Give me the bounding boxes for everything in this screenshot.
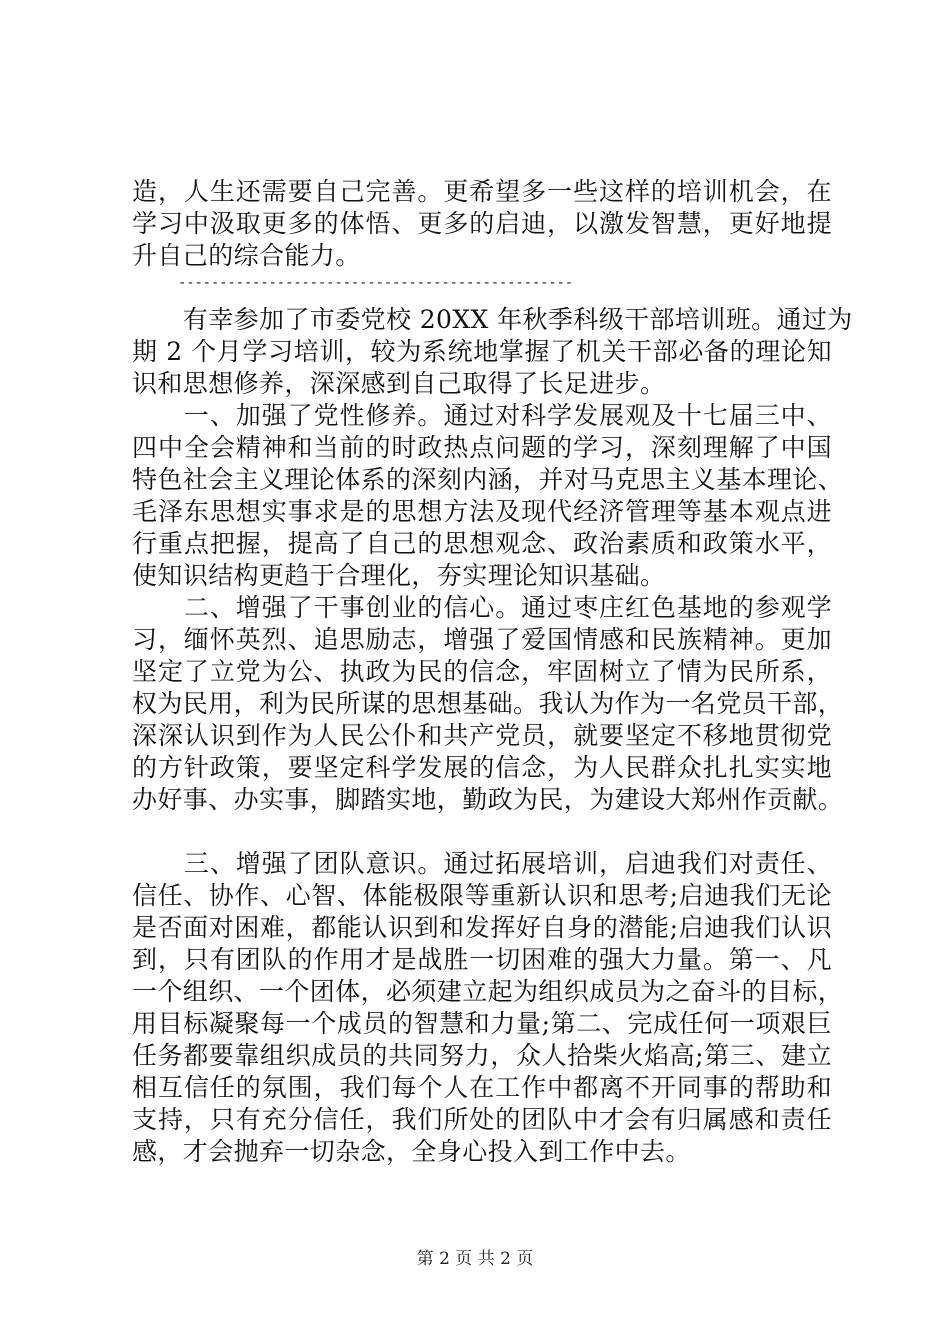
text-line: 造，人生还需要自己完善。更希望多一些这样的培训机会，在 [132, 177, 832, 206]
text-line: 行重点把握，提高了自己的思想观念、政治素质和政策水平， [132, 529, 832, 558]
text-line: 相互信任的氛围，我们每个人在工作中都离不开同事的帮助和 [132, 1073, 832, 1102]
text-line: 有幸参加了市委党校 20XX 年秋季科级干部培训班。通过为 [132, 305, 853, 334]
text-line: 毛泽东思想实事求是的思想方法及现代经济管理等基本观点进 [132, 497, 832, 526]
page-number-footer: 第 2 页 共 2 页 [416, 1249, 534, 1269]
text-line: 坚定了立党为公、执政为民的信念，牢固树立了情为民所系， [132, 657, 832, 686]
text-line: 二、增强了干事创业的信心。通过枣庄红色基地的参观学 [132, 593, 832, 622]
text-line: 办好事、办实事，脚踏实地，勤政为民，为建设大郑州作贡献。 [132, 785, 844, 814]
text-line: 到，只有团队的作用才是战胜一切困难的强大力量。第一、凡 [132, 945, 832, 974]
text-line: 的方针政策，要坚定科学发展的信念，为人民群众扎扎实实地 [132, 753, 832, 782]
text-line: 感，才会抛弃一切杂念，全身心投入到工作中去。 [132, 1137, 691, 1166]
text-line: 一个组织、一个团体，必须建立起为组织成员为之奋斗的目标， [132, 977, 844, 1006]
text-line: 习，缅怀英烈、追思励志，增强了爱国情感和民族精神。更加 [132, 625, 832, 654]
text-line: 使知识结构更趋于合理化，夯实理论知识基础。 [132, 561, 666, 590]
text-line: 升自己的综合能力。 [132, 241, 361, 270]
dashed-divider: ------------------------------------------------ [178, 275, 573, 291]
text-line: 深深认识到作为人民公仆和共产党员，就要坚定不移地贯彻党 [132, 721, 832, 750]
text-line: 信任、协作、心智、体能极限等重新认识和思考;启迪我们无论 [132, 881, 832, 910]
text-line: 三、增强了团队意识。通过拓展培训，启迪我们对责任、 [132, 849, 832, 878]
text-line: 四中全会精神和当前的时政热点问题的学习，深刻理解了中国 [132, 433, 832, 462]
text-line: 用目标凝聚每一个成员的智慧和力量;第二、完成任何一项艰巨 [132, 1009, 832, 1038]
text-line: 识和思想修养，深深感到自己取得了长足进步。 [132, 369, 666, 398]
text-line: 任务都要靠组织成员的共同努力，众人拾柴火焰高;第三、建立 [132, 1041, 832, 1070]
paragraph-block-3 [132, 848, 844, 1168]
paragraph-block-1 [132, 176, 832, 272]
paragraph-gap [132, 816, 832, 848]
text-line: 学习中汲取更多的体悟、更多的启迪，以激发智慧，更好地提 [132, 209, 832, 238]
text-line: 期 2 个月学习培训，较为系统地掌握了机关干部必备的理论知 [132, 337, 832, 366]
text-line: 一、加强了党性修养。通过对科学发展观及十七届三中、 [132, 401, 832, 430]
text-line: 特色社会主义理论体系的深刻内涵，并对马克思主义基本理论、 [132, 465, 844, 494]
paragraph-block-2 [132, 304, 853, 816]
text-line: 支持，只有充分信任，我们所处的团队中才会有归属感和责任 [132, 1105, 832, 1134]
text-line: 是否面对困难，都能认识到和发挥好自身的潜能;启迪我们认识 [132, 913, 832, 942]
document-body [132, 176, 853, 1168]
text-line: 权为民用，利为民所谋的思想基础。我认为作为一名党员干部， [132, 689, 844, 718]
